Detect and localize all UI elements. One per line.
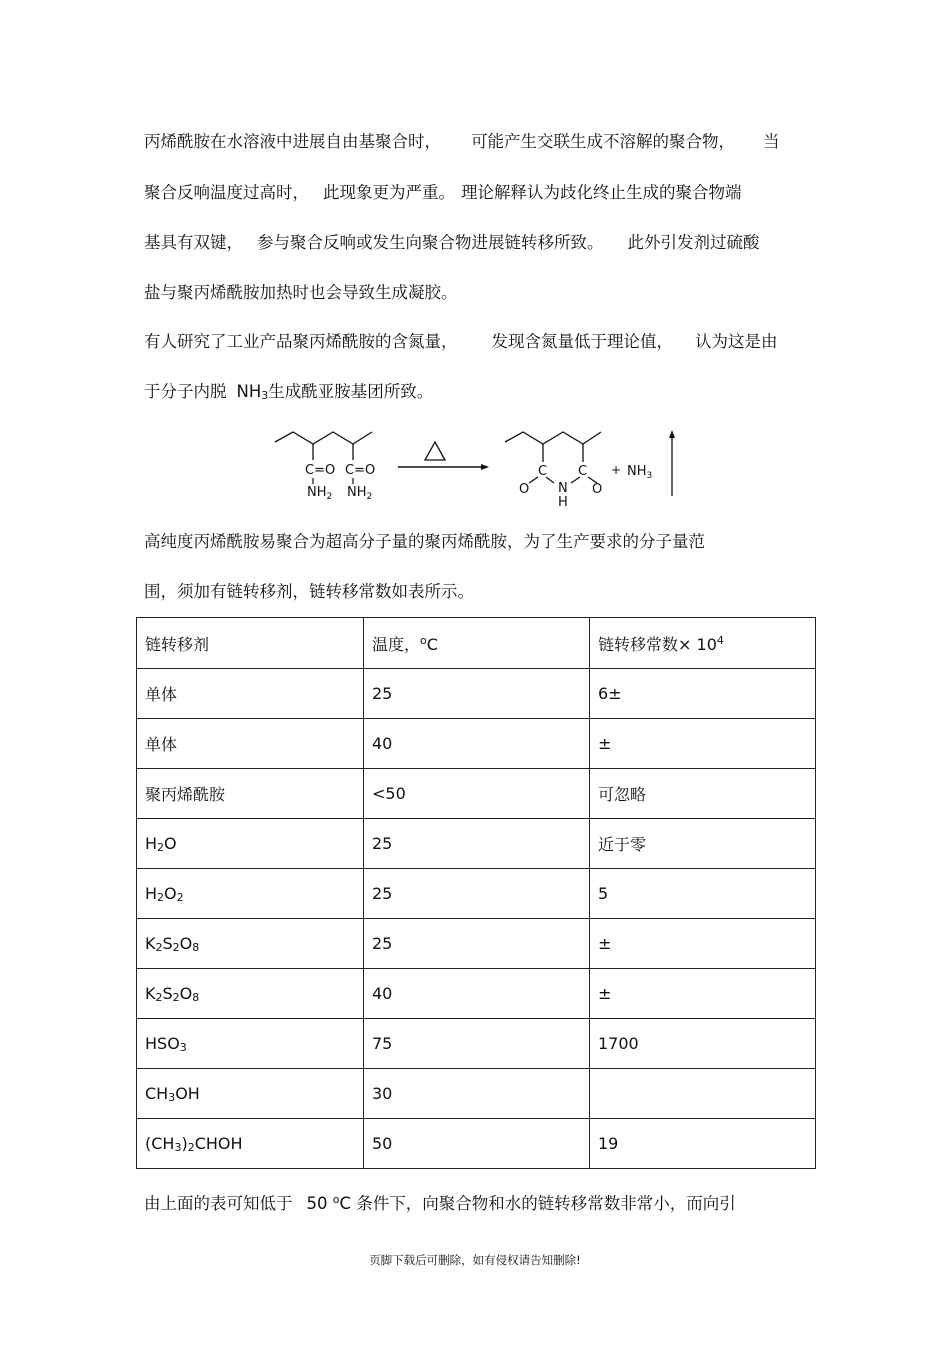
- table-row: [137, 719, 816, 769]
- cell-temperature: 75: [364, 1019, 590, 1069]
- paragraph-1-line-2: [144, 183, 742, 203]
- text-segment: 基具有双键，: [144, 233, 243, 252]
- cell-constant: 近于零: [590, 819, 816, 869]
- paragraph-1-line-3: [144, 233, 760, 253]
- chain-transfer-table: [136, 617, 816, 1169]
- table-row: [137, 669, 816, 719]
- cell-constant: ±: [590, 969, 816, 1019]
- amide-nh2-1: $NH_2$: [307, 485, 333, 502]
- text-segment: 有人研究了工业产品聚丙烯酰胺的含氮量，: [144, 332, 458, 351]
- cell-constant: ±: [590, 719, 816, 769]
- cell-temperature: 25: [364, 819, 590, 869]
- imide-nitrogen: N: [558, 481, 568, 496]
- cell-constant: 6±: [590, 669, 816, 719]
- imide-oxygen-1: O: [519, 482, 530, 497]
- text-segment: 此现象更为严重。: [323, 183, 455, 202]
- carbonyl-label-2: C=O: [345, 463, 376, 478]
- text-segment: 理论解释认为歧化终止生成的聚合物端: [461, 183, 742, 202]
- header-agent: 链转移剂: [137, 618, 364, 669]
- text-segment: 认为这是由: [695, 332, 778, 351]
- paragraph-3-line-2: 围，须加有链转移剂，链转移常数如表所示。: [144, 582, 474, 601]
- table-row: [137, 919, 816, 969]
- imide-hydrogen: H: [558, 495, 568, 510]
- arrowhead-icon: [481, 464, 489, 470]
- cell-temperature: 25: [364, 869, 590, 919]
- table-row: [137, 1069, 816, 1119]
- text-segment: 参与聚合反响或发生向聚合物进展链转移所致。: [257, 233, 604, 252]
- table-row: [137, 769, 816, 819]
- cell-temperature: <50: [364, 769, 590, 819]
- text-segment: 聚合反响温度过高时，: [144, 183, 309, 202]
- table-row: [137, 819, 816, 869]
- text-segment: 于分子内脱: [144, 382, 227, 401]
- paragraph-3-line-1: 高纯度丙烯酰胺易聚合为超高分子量的聚丙烯酰胺，为了生产要求的分子量范: [144, 532, 705, 551]
- cell-agent: $CH_3OH$: [137, 1069, 364, 1119]
- header-temperature: 温度，$^o$C: [364, 618, 590, 669]
- imide-oxygen-2: O: [592, 482, 603, 497]
- cell-temperature: 25: [364, 669, 590, 719]
- gas-arrowhead-icon: [669, 430, 675, 438]
- heat-triangle-icon: [425, 442, 445, 460]
- cell-constant: [590, 1069, 816, 1119]
- page-footer: 页脚下载后可删除，如有侵权请告知删除!: [369, 1253, 581, 1267]
- table-row: [137, 1019, 816, 1069]
- text-segment: 生成酰亚胺基团所致。: [268, 382, 434, 401]
- cell-temperature: 40: [364, 969, 590, 1019]
- paragraph-4-line-1: [144, 1190, 736, 1214]
- amide-nh2-2: $NH_2$: [347, 485, 373, 502]
- text-segment: C 条件下，向聚合物和水的链转移常数非常小，而向引: [339, 1194, 736, 1213]
- table-row: [137, 969, 816, 1019]
- text-segment: 丙烯酰胺在水溶液中进展自由基聚合时，: [144, 132, 441, 151]
- paragraph-1-line-1: [144, 132, 780, 152]
- nh3-formula: NH: [236, 382, 262, 401]
- cell-constant: 可忽略: [590, 769, 816, 819]
- left-polymer-backbone: [275, 432, 372, 460]
- reaction-scheme: [265, 420, 685, 510]
- text-segment: 由上面的表可知低于: [144, 1194, 293, 1213]
- carbonyl-label-1: C=O: [305, 463, 336, 478]
- text-segment: 发现含氮量低于理论值，: [491, 332, 673, 351]
- cell-agent: $H_2O_2$: [137, 869, 364, 919]
- text-segment: 当: [763, 132, 780, 151]
- cell-agent: 单体: [137, 669, 364, 719]
- cell-agent: $H_2O$: [137, 819, 364, 869]
- cell-constant: 5: [590, 869, 816, 919]
- table-row: [137, 1119, 816, 1169]
- table-row: [137, 869, 816, 919]
- cell-agent: $(CH_3)_2CHOH$: [137, 1119, 364, 1169]
- ammonia-label: $NH_3$: [627, 464, 653, 481]
- text-segment: 此外引发剂过硫酸: [627, 233, 760, 252]
- paragraph-1-line-4: 盐与聚丙烯酰胺加热时也会导致生成凝胶。: [144, 283, 458, 302]
- plus-sign: +: [611, 463, 622, 477]
- header-constant: 链转移常数× $10^4$: [590, 618, 816, 669]
- cell-constant: 19: [590, 1119, 816, 1169]
- paragraph-2-line-2: [144, 382, 433, 406]
- cell-agent: $HSO_3$: [137, 1019, 364, 1069]
- cell-constant: 1700: [590, 1019, 816, 1069]
- cell-agent: 聚丙烯酰胺: [137, 769, 364, 819]
- paragraph-2-line-1: [144, 332, 778, 352]
- cell-temperature: 40: [364, 719, 590, 769]
- cell-temperature: 50: [364, 1119, 590, 1169]
- cell-temperature: 25: [364, 919, 590, 969]
- subscript: 3: [261, 389, 269, 402]
- cell-agent: $K_2S_2O_8$: [137, 919, 364, 969]
- degree-sign: o: [332, 1193, 340, 1206]
- temperature-value: 50: [306, 1194, 328, 1213]
- text-segment: 可能产生交联生成不溶解的聚合物，: [471, 132, 735, 151]
- cell-constant: ±: [590, 919, 816, 969]
- cell-agent: $K_2S_2O_8$: [137, 969, 364, 1019]
- table-header-row: [137, 618, 816, 669]
- cell-agent: 单体: [137, 719, 364, 769]
- cell-temperature: 30: [364, 1069, 590, 1119]
- imide-carbon-1: C: [538, 464, 548, 479]
- imide-carbon-2: C: [578, 464, 588, 479]
